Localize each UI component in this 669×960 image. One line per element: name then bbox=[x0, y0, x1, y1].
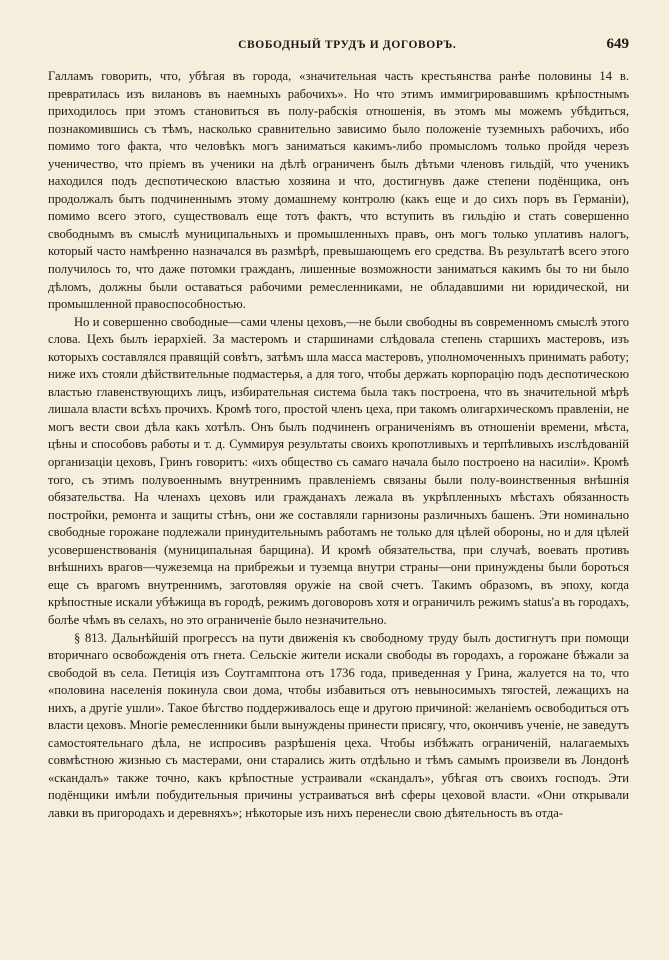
body-text bbox=[48, 68, 629, 823]
paragraph-1: Галламъ говорить, что, убѣгая въ города, «значительная часть крестьянства ранѣе половины 14 в. превратилась изъ вилановъ въ наемныхъ рабочихъ». Но что этимъ иммигрировавшимъ крѣпостнымъ приходилось при этомъ становиться въ полу-рабскія отношенія, въ этомъ мы можемъ убѣдиться, познакомившись съ тѣмъ, насколько сравнительно зависимо было положеніе туземныхъ рабочихъ, ибо помимо того факта, что человѣкъ могъ заниматься какимъ-либо промысломъ только пройдя черезъ ученичество, что пріемъ въ ученики на дѣлѣ ограниченъ былъ дѣтьми членовъ гильдій, что ученикъ находился подъ деспотическою властью хозяина и что, достигнувъ даже степени подёнщика, онъ продолжалъ быть подчиненнымъ этому домашнему контролю (какъ еще и до сихъ поръ въ Германіи), помимо всего этого, существовалъ еще тотъ фактъ, что вступить въ гильдію и стать совершенно свободнымъ въ смыслѣ муниципальныхъ и промышленныхъ правъ, онъ могъ только уплативъ налогъ, который часто намѣренно назначался въ размѣрѣ, превышающемъ его средства. Въ результатѣ всего этого получилось то, что даже потомки гражданъ, лишенные возможности заниматься какимъ бы то ни было дѣломъ, должны были оставаться рабочими ремесленниками, не обладавшими ни юридической, ни промышленной правоспособностью. bbox=[48, 69, 629, 312]
running-title: СВОБОДНЫЙ ТРУДЪ И ДОГОВОРЪ. bbox=[238, 39, 457, 51]
paragraph-3-section-813: § 813. Дальнѣйшій прогрессъ на пути движенія къ свободному труду былъ достигнутъ при помощи вторичнаго освобожденія отъ гнета. Сельскіе жители искали свободы въ городахъ, а горожане бѣжали за свободой въ села. Петиція изъ Соутгамптона отъ 1736 года, приведенная у Грина, жалуется на то, что «половина населенія покинула свои дома, чтобы избавиться отъ невыносимыхъ тягостей, лежащихъ на нихъ, а другіе ушли». Такое бѣгство поддерживалось еще и другою причиной: желаніемъ освободиться отъ власти цеховъ. Многіе ремесленники были вынуждены принести присягу, что, окончивъ ученіе, не заведутъ самостоятельнаго дѣла, не испросивъ разрѣшенія цеха. Чтобы избѣжать ограниченій, налагаемыхъ совмѣстною жизнью съ мастерами, они старались жить отдѣльно и тѣмъ самымъ произвели въ Лондонѣ «скандалъ» также точно, какъ крѣпостные устраивали «скандалъ», убѣгая отъ своихъ господъ. Эти подёнщики имѣли побудительныя причины устраиваться внѣ сферы цеховой власти. «Они открывали лавки въ пригородахъ и деревняхъ»; нѣкоторые изъ нихъ перенесли свою дѣятельность въ отда- bbox=[48, 630, 629, 820]
page-number: 649 bbox=[606, 36, 629, 52]
paragraph-2: Но и совершенно свободные—сами члены цеховъ,—не были свободны въ современномъ смыслѣ этого слова. Цехъ былъ іерархіей. За мастеромъ и старшинами слѣдовала степень старшихъ мастеровъ, изъ которыхъ составлялся правящій совѣтъ, затѣмъ шла масса мастеровъ, уполномоченныхъ принимать работу; ниже ихъ стояли дѣйствительные подмастерья, а для того, чтобы держать корпорацію подъ деспотическою властью главенствующихъ лицъ, избирательная система была такъ построена, что въ значительной мѣрѣ лишала власти всѣхъ прочихъ. Кромѣ того, простой членъ цеха, при такомъ олигархическомъ правленіи, не могъ вести свои дѣла какъ хотѣлъ. Онъ былъ подчиненъ ограниченіямъ въ отношеніи времени, мѣста, цѣны и способовъ работы и т. д. Суммируя результаты своихъ кропотливыхъ и терпѣливыхъ изслѣдованій организаціи цеховъ, Гринъ говоритъ: «ихъ общество съ самаго начала было построено на насиліи». Кромѣ того, съ этимъ полувоеннымъ внутреннимъ правленіемъ связаны были полу-воинственныя внѣшнія обязательства. На членахъ цеховъ или гражданахъ лежала въ укрѣпленныхъ мѣстахъ обязанность постройки, ремонта и защиты стѣнъ, они же составляли гарнизоны различныхъ башенъ. Эти номинально свободные горожане подлежали принудительнымъ работамъ не только для цѣлей обороны, но и для цѣлей усовершенствованія (муниципальная барщина). И кромѣ обязательства, при случаѣ, воевать противъ внѣшнихъ врагов—чужеземца на прибрежьи и туземца внутри страны—они принуждены были бороться еще съ врагомъ внутреннимъ, заготовляя оружіе на свой счетъ. Такимъ образомъ, въ эпоху, когда крѣпостные искали убѣжища въ городѣ, режимъ договоровъ хотя и ограничилъ режимъ status'а въ городахъ, болѣе чѣмъ въ селахъ, но это ограниченіе было незначительно. bbox=[48, 314, 629, 627]
running-header bbox=[48, 36, 629, 58]
